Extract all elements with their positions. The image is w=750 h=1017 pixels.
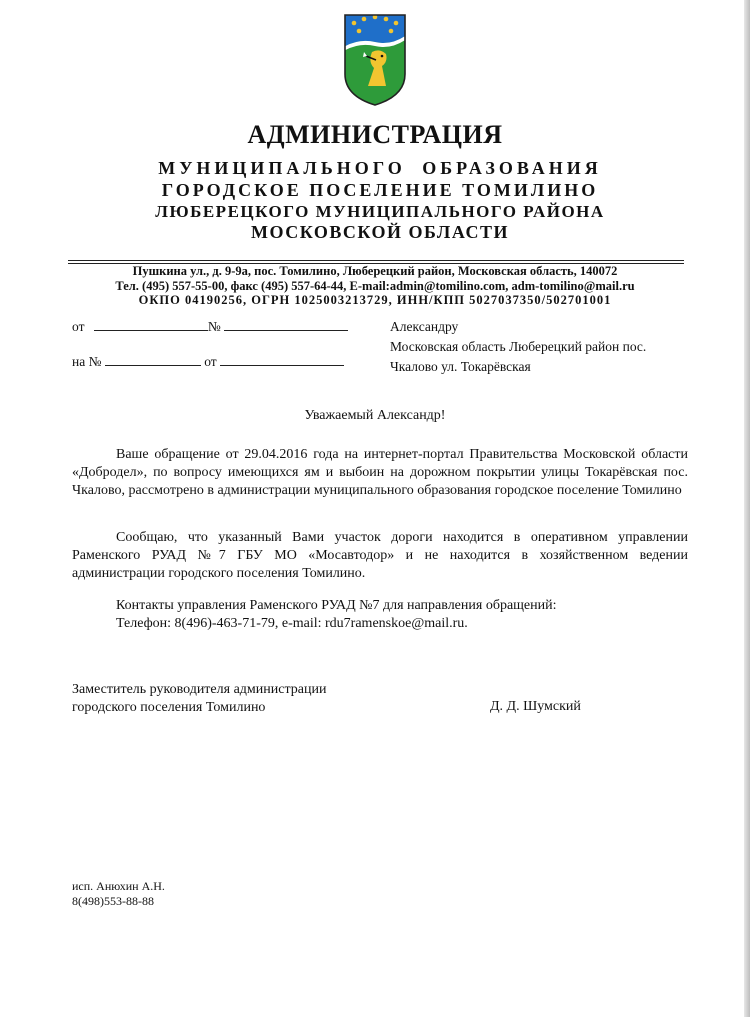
signatory-position bbox=[72, 681, 326, 717]
municipal-coat-of-arms-icon bbox=[342, 12, 408, 108]
signatory-name: Д. Д. Шумский bbox=[490, 699, 581, 714]
header-divider-top bbox=[68, 260, 684, 261]
incoming-registry-line bbox=[72, 353, 344, 370]
recipient-address-line-1: Московская область Люберецкий район пос. bbox=[390, 339, 647, 354]
header-line-3: ЛЮБЕРЕЦКОГО МУНИЦИПАЛЬНОГО РАЙОНА bbox=[155, 202, 605, 221]
header-line-1: МУНИЦИПАЛЬНОГО ОБРАЗОВАНИЯ bbox=[158, 158, 602, 178]
incoming-date-label: от bbox=[204, 354, 217, 369]
contacts-paragraph bbox=[116, 597, 688, 633]
header-line-4: МОСКОВСКОЙ ОБЛАСТИ bbox=[251, 222, 509, 242]
executor-name: исп. Анюхин А.Н. bbox=[72, 879, 165, 893]
from-label: от bbox=[72, 319, 85, 334]
body-paragraph-2: Сообщаю, что указанный Вами участок дороги находится в оперативном управлении Раменского РУАД №7 ГБУ МО «Мосавтодор» и не находится в хозяйственном ведении администрации городского поселения Томилино. bbox=[72, 530, 688, 581]
body-paragraph-1: Ваше обращение от 29.04.2016 года на интернет-портал Правительства Московской области «Добродел», по вопросу имеющихся ям и выбоин на дорожном покрытии улицы Токарёвская пос. Чкалово, рассмотрено в администрации муниципального образования городское поселение Томилино bbox=[72, 447, 688, 498]
number-label: № bbox=[207, 319, 221, 334]
signatory-position-line-1: Заместитель руководителя администрации bbox=[72, 682, 327, 697]
executor-phone: 8(498)553-88-88 bbox=[72, 894, 154, 908]
organization-address: Пушкина ул., д. 9-9а, пос. Томилино, Люберецкий район, Московская область, 140072 bbox=[132, 264, 618, 278]
executor-block bbox=[72, 879, 165, 909]
number-blank bbox=[224, 318, 348, 331]
contacts-line-2: Телефон: 8(496)-463-71-79, e-mail: rdu7ramenskoe@mail.ru. bbox=[116, 616, 468, 631]
recipient-address-line-2: Чкалово ул. Токарёвская bbox=[390, 359, 531, 374]
recipient-name: Александру bbox=[390, 319, 459, 334]
signatory-position-line-2: городского поселения Томилино bbox=[72, 700, 266, 715]
contacts-line-1: Контакты управления Раменского РУАД №7 для направления обращений: bbox=[116, 598, 557, 613]
page-edge-shadow bbox=[744, 0, 750, 1017]
greeting: Уважаемый Александр! bbox=[304, 408, 446, 423]
header-line-2: ГОРОДСКОЕ ПОСЕЛЕНИЕ ТОМИЛИНО bbox=[161, 180, 599, 200]
outgoing-registry-line bbox=[72, 318, 348, 335]
incoming-date-blank bbox=[220, 353, 344, 366]
organization-codes: ОКПО 04190256, ОГРН 1025003213729, ИНН/КПП 5027037350/502701001 bbox=[138, 293, 612, 307]
document-title: АДМИНИСТРАЦИЯ bbox=[247, 120, 503, 149]
on-number-label: на № bbox=[72, 354, 102, 369]
date-blank bbox=[94, 318, 208, 331]
organization-phones: Тел. (495) 557-55-00, факс (495) 557-64-44, E-mail:admin@tomilino.com, adm-tomilino@mail.ru bbox=[115, 279, 635, 293]
incoming-number-blank bbox=[105, 353, 201, 366]
recipient-block bbox=[390, 317, 646, 377]
